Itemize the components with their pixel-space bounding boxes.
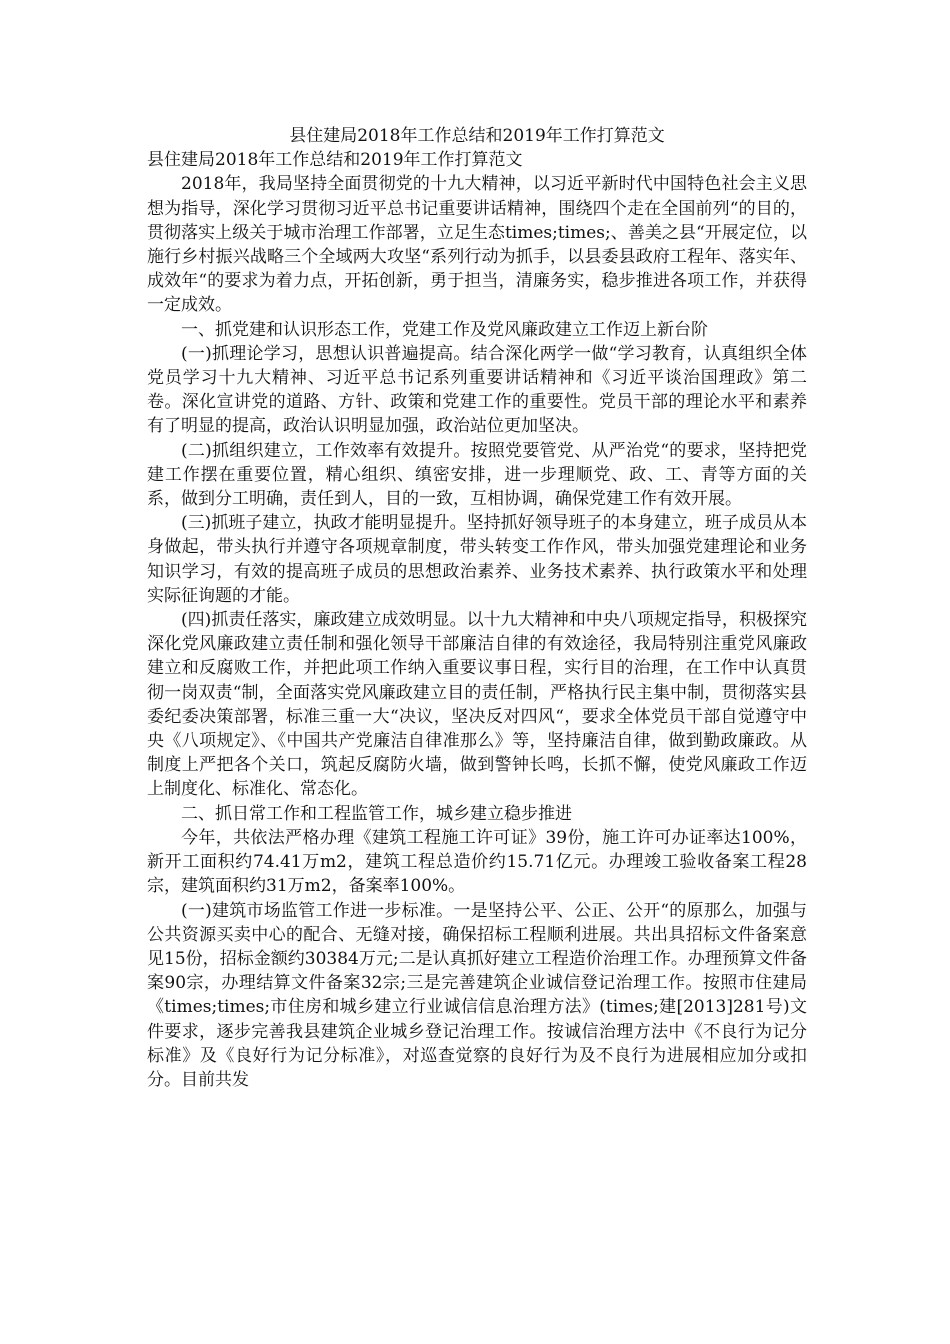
paragraph-permits: 今年，共依法严格办理《建筑工程施工许可证》39份，施工许可办证率达100%，新开工面积约74.41万m2，建筑工程总造价约15.71亿元。办理竣工验收备案工程28宗，建筑面积约31万m2，备案率100%。 bbox=[147, 827, 807, 897]
document-title: 县住建局2018年工作总结和2019年工作打算范文 bbox=[289, 126, 665, 146]
paragraph-theory-study: (一)抓理论学习，思想认识普遍提高。结合深化两学一做“学习教育，认真组织全体党员学习十九大精神、习近平总书记系列重要讲话精神和《习近平谈治国理政》第二卷。深化宣讲党的道路、方针、政策和党建工作的重要性。党员干部的理论水平和素养有了明显的提高，政治认识明显加强，政治站位更加坚决。 bbox=[147, 343, 807, 437]
paragraph-leadership: (三)抓班子建立，执政才能明显提升。坚持抓好领导班子的本身建立，班子成员从本身做起，带头执行并遵守各项规章制度，带头转变工作作风，带头加强党建理论和业务知识学习，有效的提高班子成员的思想政治素养、业务技术素养、执行政策水平和处理实际征询题的才能。 bbox=[147, 513, 807, 606]
paragraph-organization: (二)抓组织建立，工作效率有效提升。按照党要管党、从严治党“的要求，坚持把党建工作摆在重要位置，精心组织、缜密安排，进一步理顺党、政、工、青等方面的关系，做到分工明确，责任到人，目的一致，互相协调，确保党建工作有效开展。 bbox=[147, 440, 807, 510]
section-heading-1: 一、抓党建和认识形态工作，党建工作及党风廉政建立工作迈上新台阶 bbox=[181, 319, 708, 340]
document-subtitle: 县住建局2018年工作总结和2019年工作打算范文 bbox=[147, 150, 523, 171]
document-page bbox=[147, 124, 807, 1092]
paragraph-responsibility: (四)抓责任落实，廉政建立成效明显。以十九大精神和中央八项规定指导，积极探究深化党风廉政建立责任制和强化领导干部廉洁自律的有效途径，我局特别注重党风廉政建立和反腐败工作，并把此项工作纳入重要议事日程，实行目的治理，在工作中认真贯彻一岗双责“制，全面落实党风廉政建立目的责任制，严格执行民主集中制，贯彻落实县委纪委决策部署，标准三重一大“决议，坚决反对四风“，要求全体党员干部自觉遵守中央《八项规定》、《中国共产党廉洁自律准那么》等，坚持廉洁自律，做到勤政廉政。从制度上严把各个关口，筑起反腐防火墙，做到警钟长鸣，长抓不懈，使党风廉政工作迈上制度化、标准化、常态化。 bbox=[147, 610, 807, 800]
section-heading-2: 二、抓日常工作和工程监管工作，城乡建立稳步推进 bbox=[181, 803, 572, 824]
paragraph-intro: 2018年，我局坚持全面贯彻党的十九大精神，以习近平新时代中国特色社会主义思想为指导，深化学习贯彻习近平总书记重要讲话精神，围绕四个走在全国前列“的目的，贯彻落实上级关于城市治理工作部署，立足生态times;times;、善美之县“开展定位，以施行乡村振兴战略三个全域两大攻坚“系列行动为抓手，以县委县政府工程年、落实年、成效年“的要求为着力点，开拓创新，勇于担当，清廉务实，稳步推进各项工作，并获得一定成效。 bbox=[147, 174, 807, 316]
paragraph-market-supervision: (一)建筑市场监管工作进一步标准。一是坚持公平、公正、公开“的原那么，加强与公共资源买卖中心的配合、无缝对接，确保招标工程顺利进展。共出具招标文件备案意见15份，招标金额约30384万元;二是认真抓好建立工程造价治理工作。办理预算文件备案90宗，办理结算文件备案32宗;三是完善建筑企业诚信登记治理工作。按照市住建局《times;times;市住房和城乡建立行业诚信信息治理方法》(times;建[2013]281号)文件要求，逐步完善我县建筑企业城乡登记治理工作。按诚信治理方法中《不良行为记分标准》及《良好行为记分标准》，对巡查觉察的良好行为及不良行为进展相应加分或扣分。目前共发 bbox=[147, 900, 807, 1090]
